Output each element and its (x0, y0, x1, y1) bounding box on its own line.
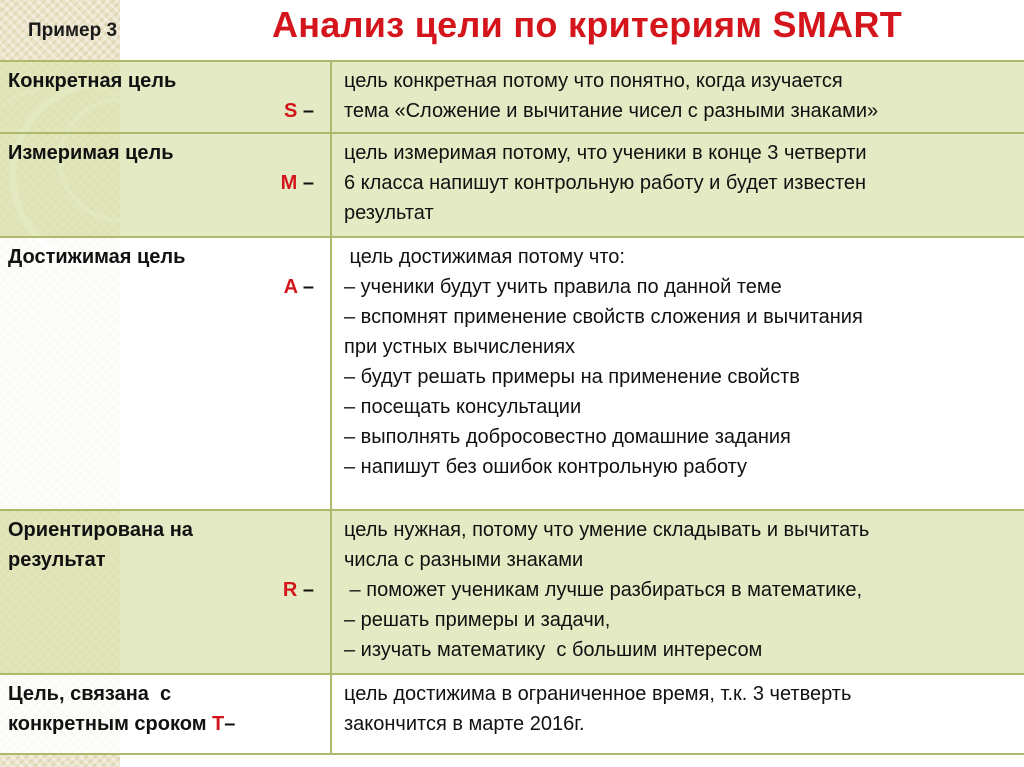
explanation-line: – напишут без ошибок контрольную работу (344, 456, 748, 478)
explanation-line: цель измеримая потому, что ученики в конце 3 четверти (344, 142, 867, 164)
explanation-cell-s (331, 61, 1024, 133)
explanation-cell-m (331, 133, 1024, 237)
criterion-dash: – (297, 276, 314, 298)
explanation-line: – будут решать примеры на применение свойств (344, 366, 800, 388)
criterion-letter-t: T (212, 713, 225, 735)
criterion-label: Конкретная цель (8, 70, 177, 92)
explanation-line: – ученики будут учить правила по данной теме (344, 276, 782, 298)
criterion-letter-line (8, 272, 322, 302)
criterion-letter-a: A (283, 276, 298, 298)
explanation-line: – выполнять добросовестно домашние задания (344, 426, 791, 448)
table-row-a (0, 237, 1024, 510)
table-row-m (0, 133, 1024, 237)
criterion-letter-line (8, 575, 322, 605)
explanation-line: цель конкретная потому что понятно, когда изучается (344, 70, 843, 92)
criterion-letter-line (8, 709, 322, 739)
criterion-dash: – (297, 579, 314, 601)
criterion-dash: – (297, 172, 314, 194)
criterion-label: результат (8, 549, 106, 571)
criterion-dash: – (297, 100, 314, 122)
explanation-line: – изучать математику с большим интересом (344, 639, 763, 661)
criterion-cell-t (0, 674, 331, 754)
criterion-letter-line (8, 168, 322, 198)
explanation-line: тема «Сложение и вычитание чисел с разными знаками» (344, 100, 879, 122)
explanation-line: – решать примеры и задачи, (344, 609, 611, 631)
slide-title: Анализ цели по критериям SMART (271, 4, 903, 45)
explanation-line: 6 класса напишут контрольную работу и будет известен (344, 172, 867, 194)
criterion-cell-s (0, 61, 331, 133)
explanation-line: цель достижимая потому что: (344, 246, 625, 268)
explanation-line: цель достижима в ограниченное время, т.к. 3 четверть (344, 683, 852, 705)
criterion-cell-a (0, 237, 331, 510)
explanation-cell-t (331, 674, 1024, 754)
table-row-r (0, 510, 1024, 674)
explanation-line: закончится в марте 2016г. (344, 713, 585, 735)
criterion-dash: – (224, 713, 236, 735)
criterion-label: Цель, связана с (8, 683, 172, 705)
criterion-label: Ориентирована на (8, 519, 193, 541)
criterion-label: Измеримая цель (8, 142, 174, 164)
criterion-cell-r (0, 510, 331, 674)
explanation-line: числа с разными знаками (344, 549, 584, 571)
criterion-cell-m (0, 133, 331, 237)
table-row-s (0, 61, 1024, 133)
criterion-letter-r: R (282, 579, 298, 601)
example-label: Пример 3 (28, 20, 118, 41)
explanation-line: – поможет ученикам лучше разбираться в математике, (344, 579, 863, 601)
criterion-letter-line (8, 96, 322, 126)
criterion-label: Достижимая цель (8, 246, 186, 268)
criterion-letter-m: M (280, 172, 298, 194)
explanation-line: – посещать консультации (344, 396, 582, 418)
explanation-cell-r (331, 510, 1024, 674)
explanation-cell-a (331, 237, 1024, 510)
explanation-line: результат (344, 202, 434, 224)
criterion-letter-s: S (283, 100, 298, 122)
explanation-line: при устных вычислениях (344, 336, 576, 358)
slide-header (0, 0, 1024, 60)
table-row-t (0, 674, 1024, 754)
criterion-label: конкретным сроком (8, 713, 213, 735)
smart-table (0, 60, 1024, 755)
explanation-line: – вспомнят применение свойств сложения и вычитания (344, 306, 863, 328)
explanation-line: цель нужная, потому что умение складывать и вычитать (344, 519, 870, 541)
